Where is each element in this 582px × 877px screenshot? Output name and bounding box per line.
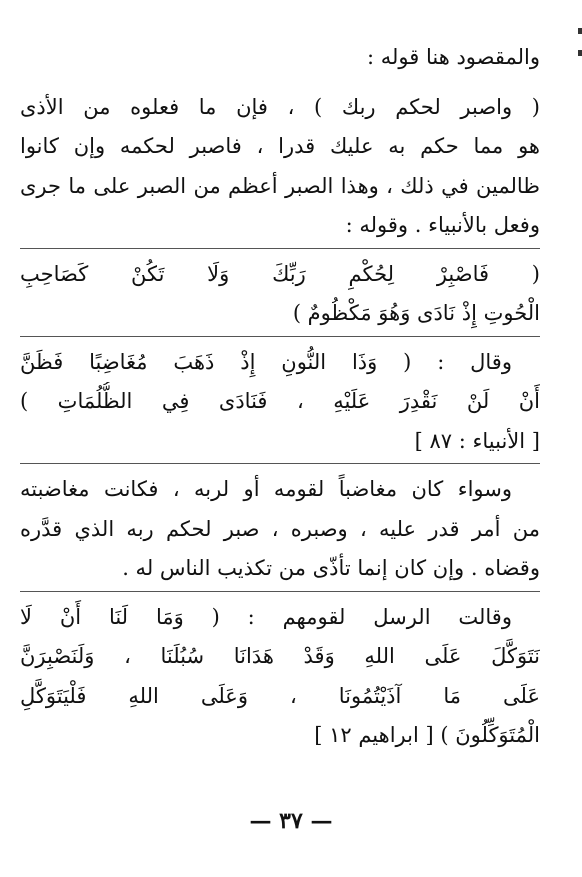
text-line: وسواء كان مغاضباً لقومه أو لربه ، فكانت مغاضبته [20,477,512,501]
verse-line: وقال : ( وَذَا النُّونِ إِذْ ذَهَبَ مُغَاضِبًا فَظَنَّ [20,349,512,374]
text-line: وقضاه . وإن كان إنما تأذّى من تكذيب الناس له . [122,556,540,580]
quran-verse-1 [20,255,540,334]
text-line: هو مما حكم به عليك قدرا ، فاصبر لحكمه وإن كانوا [20,134,540,158]
verse-line: أَنْ لَنْ نَقْدِرَ عَلَيْهِ ، فَنَادَى فِي الظُّلُمَاتِ ) [20,389,540,413]
verse-line: ( فَاصْبِرْ لِحُكْمِ رَبِّكَ وَلَا تَكُنْ كَصَاحِبِ [20,261,540,286]
section-heading: والمقصود هنا قوله : [366,45,540,69]
verse-line: الْحُوتِ إِذْ نَادَى وَهُوَ مَكْظُومٌ ) [292,301,540,325]
text-line: من أمر قدر عليه ، وصبره ، صبر لحكم ربه الذي قدَّره [20,516,540,541]
page-number: — ٣٧ — [249,808,333,834]
book-page [20,38,540,756]
verse-line: نَتَوَكَّلَ عَلَى اللهِ وَقَدْ هَدَانَا سُبُلَنَا ، وَلَنَصْبِرَنَّ [20,644,540,668]
divider [20,463,540,464]
paragraph-2 [20,470,540,589]
quran-verse-3 [20,598,540,756]
verse-line: الْمُتَوَكِّلُونَ ) [ ابراهيم ١٢ ] [314,723,540,747]
divider [20,591,540,592]
text-line: وفعل بالأنبياء . وقوله : [345,213,540,237]
quran-verse-2 [20,343,540,462]
text-line: ( واصبر لحكم ربك ) ، فإن ما فعلوه من الأذى [20,94,540,119]
verse-line: عَلَى مَا آذَيْتُمُونَا ، وَعَلَى اللهِ فَلْيَتَوَكَّلِ [20,683,540,708]
paragraph-1 [20,88,540,246]
divider [20,248,540,249]
verse-line: وقالت الرسل لقومهم : ( وَمَا لَنَا أَنْ لَا [20,604,512,629]
verse-citation: [ الأنبياء : ٨٧ ] [414,428,540,453]
text-line: ظالمين في ذلك ، وهذا الصبر أعظم من الصبر على ما جرى [20,173,540,198]
scan-edge-mark [578,28,582,98]
divider [20,336,540,337]
